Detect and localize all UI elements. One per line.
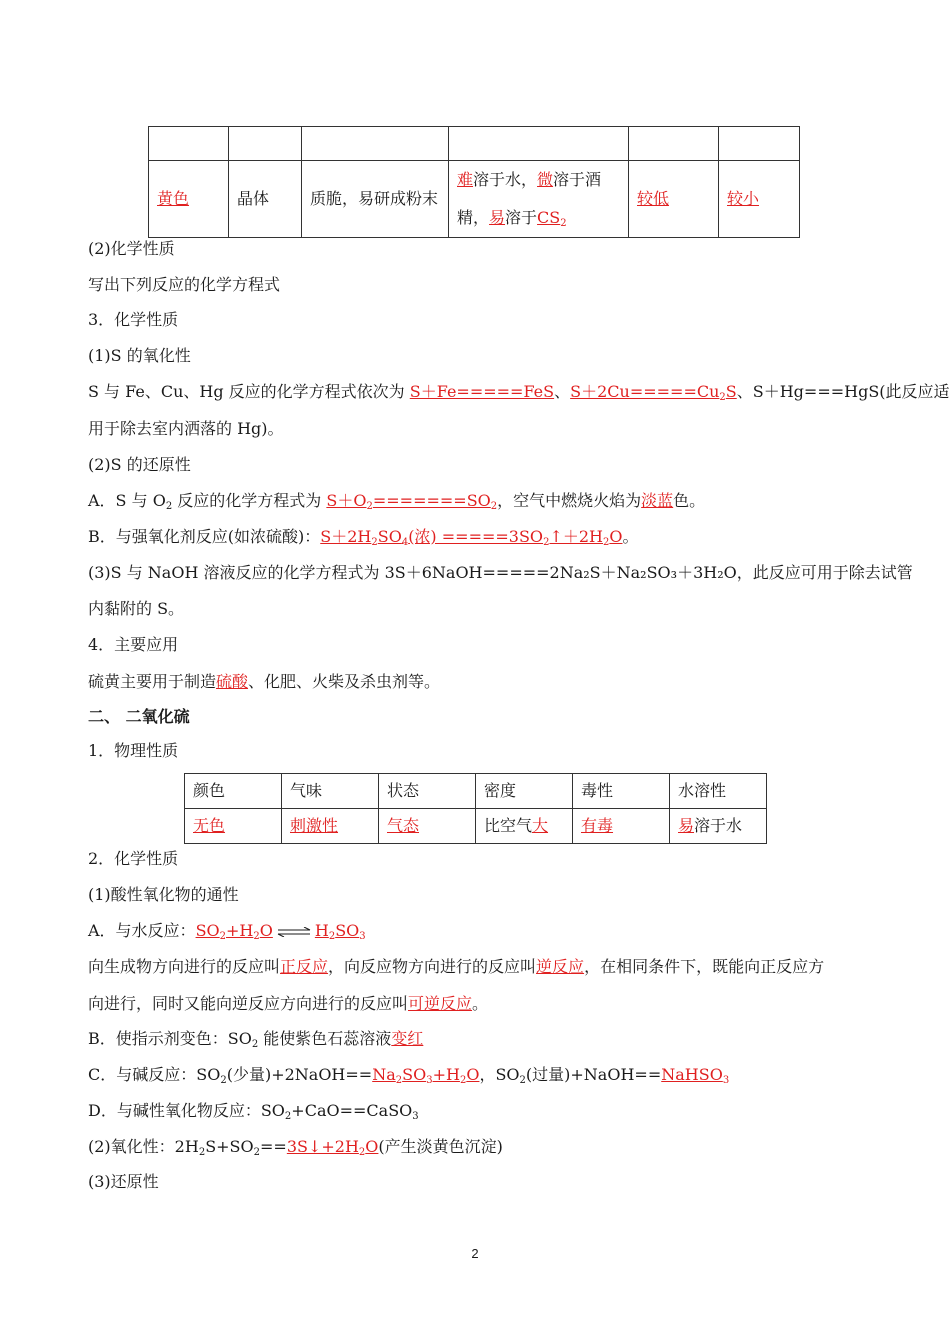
table-row: [149, 161, 800, 238]
paragraph-line: S 与 Fe、Cu、Hg 反应的化学方程式依次为 S＋Fe=====FeS、$S+2Cu=====Cu_2S$、S＋Hg===HgS(此反应适: [88, 382, 950, 403]
subheading-oxidizing: (1)S 的氧化性: [88, 346, 191, 365]
paragraph-line: 向生成物方向进行的反应叫正反应，向反应物方向进行的反应叫逆反应，在相同条件下，既能向正反应方: [88, 957, 825, 976]
section-heading: 2．化学性质: [88, 849, 179, 868]
paragraph-line: D．与碱性氧化物反应：$SO_2+CaO==CaSO_3$: [88, 1101, 419, 1122]
so2-physical-properties-table: [184, 773, 767, 844]
state-cell: 晶体: [229, 161, 302, 238]
page-number: 2: [471, 1246, 479, 1261]
paragraph-line: B．使指示剂变色：$SO_2$ 能使紫色石蕊溶液变红: [88, 1029, 424, 1050]
section-heading-chemical-properties: (2)化学性质: [88, 239, 175, 258]
section-heading: 4．主要应用: [88, 635, 179, 654]
paragraph-line: A．S 与 $O_2$ 反应的化学方程式为 $S+O_2=======SO_2$，空气中燃烧火焰为淡蓝色。: [88, 491, 706, 512]
solubility-cell: 难溶于水，微溶于酒精，易溶于$CS_2$: [449, 161, 629, 238]
sulfur-physical-properties-table: [148, 126, 800, 238]
subheading-reducing-so2: (3)还原性: [88, 1172, 159, 1191]
color-cell: 黄色: [157, 189, 190, 208]
paragraph-line: (2)氧化性：$2H_2S+SO_2==3S↓+2H_2O$(产生淡黄色沉淀): [88, 1137, 503, 1158]
paragraph-line: 内黏附的 S。: [88, 599, 185, 618]
paragraph-line: 硫黄主要用于制造硫酸、化肥、火柴及杀虫剂等。: [88, 672, 441, 691]
paragraph-line: C．与碱反应：$SO_2$(少量)$+2NaOH==Na_2SO_3+H_2O$，$SO_2$(过量)+NaOH==NaHSO$_3$: [88, 1065, 730, 1086]
melting-point-cell: 较低: [637, 189, 670, 208]
texture-cell: 质脆，易研成粉末: [302, 161, 449, 238]
subheading-acidic-oxide: (1)酸性氧化物的通性: [88, 885, 239, 904]
section-heading: 3．化学性质: [88, 310, 179, 329]
subheading-reducing: (2)S 的还原性: [88, 455, 191, 474]
paragraph-line: B．与强氧化剂反应(如浓硫酸)：$S+2H_2SO_4$(浓) $=====3SO_2↑+2H_2O$。: [88, 527, 639, 548]
table-header-row-empty: [149, 127, 800, 161]
table-header-row: 颜色 气味 状态 密度 毒性 水溶性: [185, 774, 767, 809]
paragraph-line: A．与水反应：$SO_2+H_2O$ $H_2SO_3$: [88, 921, 366, 942]
table-row: 无色 刺激性 气态 比空气大 有毒 易溶于水: [185, 809, 767, 844]
section-title-sulfur-dioxide: 二、 二氧化硫: [88, 707, 190, 726]
paragraph-line: 向进行，同时又能向逆反应方向进行的反应叫可逆反应。: [88, 994, 489, 1013]
reversible-arrow-icon: [277, 927, 311, 937]
instruction-text: 写出下列反应的化学方程式: [88, 275, 281, 294]
density-cell: 较小: [727, 189, 760, 208]
paragraph-line: (3)S 与 NaOH 溶液反应的化学方程式为 3S＋6NaOH=====2Na₂S＋Na₂SO₃＋3H₂O，此反应可用于除去试管: [88, 563, 913, 582]
section-heading: 1．物理性质: [88, 741, 179, 760]
paragraph-line: 用于除去室内洒落的 Hg)。: [88, 419, 284, 438]
